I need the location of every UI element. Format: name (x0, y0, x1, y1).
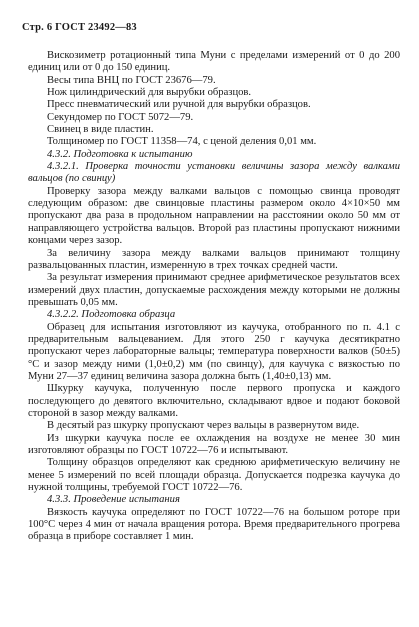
paragraph: За результат измерения принимают среднее арифметическое результатов всех измерений двух пластин, допускаемые расхождения между которыми не должны превышать 0,05 мм. (28, 272, 400, 308)
paragraph: В десятый раз шкурку пропускают через вальцы в развернутом виде. (47, 420, 360, 432)
section-heading: 4.3.3. Проведение испытания (47, 494, 180, 506)
paragraph: Толщину образцов определяют как среднюю арифметическую величину не менее 5 измерений по всей площади образца. Допускается подрезка каучука до нужной толщины, требуемой ГОСТ 10722—76. (28, 457, 400, 494)
paragraph: Вискозиметр ротационный типа Муни с пределами измерений от 0 до 200 единиц или от 0 до 150 единиц. (28, 50, 400, 74)
subsection-heading: 4.3.2.2. Подготовка образца (47, 309, 176, 321)
page-header: Стр. 6 ГОСТ 23492—83 (22, 22, 137, 33)
document-body (28, 50, 400, 544)
paragraph: Свинец в виде пластин. (47, 124, 154, 136)
paragraph: Из шкурки каучука после ее охлаждения на воздухе не менее 30 мин изготовляют образцы по ГОСТ 10722—76 и испытывают. (28, 432, 400, 456)
paragraph: Пресс пневматический или ручной для вырубки образцов. (47, 99, 311, 111)
paragraph: Весы типа ВНЦ по ГОСТ 23676—79. (47, 74, 216, 86)
paragraph: Проверку зазора между валками вальцов с помощью свинца проводят следующим образом: две свинцовые пластины размером около 4×10×50 мм пропускают два раза в продольном направлении на расстоянии около 50 мм от направляющего устройства вальцов. Второй раз пластины пропускают нижними концами через зазор. (28, 185, 400, 247)
paragraph: Нож цилиндрический для вырубки образцов. (47, 87, 252, 99)
paragraph: Толщиномер по ГОСТ 11358—74, с ценой деления 0,01 мм. (47, 136, 317, 148)
paragraph: Образец для испытания изготовляют из каучука, отобранного по п. 4.1 с предварительным вальцеванием. Для этого 250 г каучука десятикратно пропускают через лабораторные вальцы; температура поверхности валков (50±5)°С и зазор между ними (1,0±0,2) мм (по свинцу), для каучука с вязкостью по Муни 27—37 единиц величина зазора должна быть (1,40±0,13) мм. (28, 321, 400, 382)
section-heading: 4.3.2. Подготовка к испытанию (47, 148, 193, 160)
paragraph: Секундомер по ГОСТ 5072—79. (47, 111, 194, 123)
subsection-heading: 4.3.2.1. Проверка точности установки величины зазора между валками вальцов (по свинцу) (28, 161, 400, 185)
paragraph: Вязкость каучука определяют по ГОСТ 10722—76 на большом роторе при 100°С через 4 мин от начала вращения ротора. Время предварительного прогрева образца в приборе составляет 1 мин. (28, 506, 400, 543)
paragraph: Шкурку каучука, полученную после первого пропуска и каждого последующего до девятого включительно, складывают вдвое и подают боковой стороной в зазор между валками. (28, 383, 400, 419)
paragraph: За величину зазора между валками вальцов принимают толщину развальцованных пластин, измеренную в трех точках средней части. (28, 247, 400, 271)
